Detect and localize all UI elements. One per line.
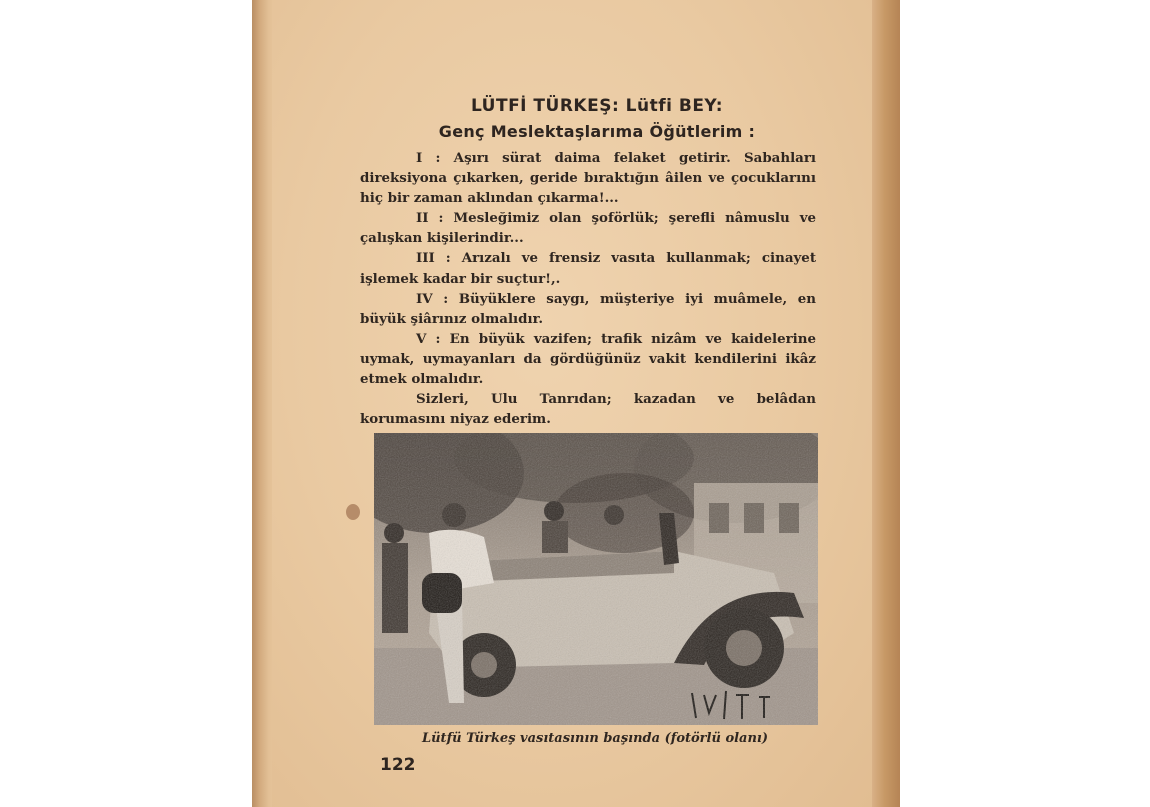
page-title: LÜTFİ TÜRKEŞ: Lütfi BEY: [470,96,724,116]
vintage-car-photo [374,433,818,725]
advice-paragraph-1: I : Aşırı sürat daima felaket getirir. Sabahları direksiyona çıkarken, geride bıraktığın âilen ve çocuklarını hiç bir zaman aklından çıkarma!... [360,150,816,207]
book-spine-shadow [252,0,274,807]
photo-caption: Lütfü Türkeş vasıtasının başında (fotörlü olanı) [421,731,769,746]
page-edge [872,0,900,807]
closing-paragraph: Sizleri, Ulu Tanrıdan; kazadan ve belâdan korumasını niyaz ederim. [360,391,816,428]
advice-paragraph-2: II : Mesleğimiz olan şoförlük; şerefli nâmuslu ve çalışkan kişilerindir... [360,210,816,247]
advice-paragraph-5: V : En büyük vazifen; trafik nizâm ve kaidelerine uymak, uymayanları da gördüğünüz vakit kendilerini ikâz etmek olmalıdır. [360,330,816,388]
advice-paragraph-4: IV : Büyüklere saygı, müşteriye iyi muâmele, en büyük şiârınız olmalıdır. [360,290,816,327]
page-subtitle: Genç Meslektaşlarıma Öğütlerim : [438,122,756,141]
advice-text [360,148,816,429]
paper-stain [346,504,360,520]
advice-paragraph-3: III : Arızalı ve frensiz vasıta kullanmak; cinayet işlemek kadar bir suçtur!,. [360,250,816,287]
page-number: 122 [380,755,416,775]
